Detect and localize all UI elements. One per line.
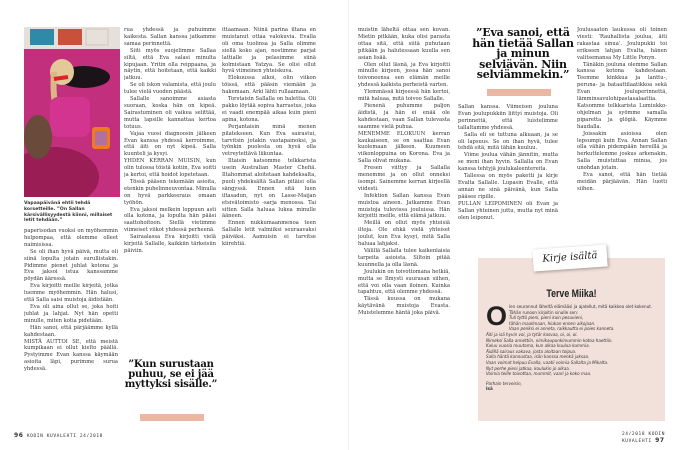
photo-caption: Vapaapäivänä ehtii tehdä korsetteille. ”On Sallan kärsivällisyydestä kiinni, millaiset letit tehdään.” (24, 201, 113, 224)
page-footer (622, 432, 696, 444)
article-column-5 (458, 104, 558, 244)
paragraph: muistin läheltä ottaa sen kuvan. Mietin pitkään, kuka olisi parasta ottaa sitä, että siitä puhutaan pitkään ja halutessaan kuulla sen asian lisää. (358, 27, 450, 61)
poem-line: Voimia teille toivottaa, mummit, vaari ja koko maa. (486, 371, 592, 377)
paragraph: Tänäkin jouluna olemme Sallan kanssa kotona kahdestaan. Teemme kinkkua ja lanttu-, peruna- ja bataattilaatikkoa sekä Evan jouluperinnettä, lämminsavulohipastasalaattia. Katsomme telkkarista Lumiukko-ohjelman ja syömme samalla piparetta ja glögiä. Käymme haudalla. (577, 61, 667, 130)
paragraph: Eva jaksoi melkein loppuun asti olla kotona, ja lopulta hän pääsi saattohoitoon. Siellä vietimme viimeiset viikot yhdessä perheenä. (124, 206, 216, 234)
poem-line: Äiti ja isä hyvin voi, ja tytär kasvaa, oi, oi, oi. (486, 331, 578, 337)
paragraph: Meillä on ollut myös yhteisiä iltoja. Ole ehkä vielä yhteiset joulut, kun Eva kysyi, mitä Salla haluaa lahjaksi. (358, 220, 450, 248)
paragraph: Sallalle sanoimme asiasta suoraan, koska hän on kipeä. Sairastuminen oli vaikea selittää, mutta lapsille kannattaa kertoa totuus. (124, 96, 216, 130)
accent-bar (487, 89, 551, 96)
poem-line: Vaan periksi ei anneta, raikkautta ei poies kanneta. (509, 326, 615, 332)
paragraph: Ylemmässä kirjeessä hän kertoi, mitä haluaa, mitä toivoo Sallalle. (358, 89, 450, 103)
paragraph: Olen ollut läsnä, ja Eva kirjoitti minulle kirjeen, jossa hän sanoi toivoneensa sen elämän meille yhdessä kaikista perheistä varten. (358, 61, 450, 89)
paragraph: YHDEN KERRAN MUISIN, kun olin tulossa töistä kotiin, Eva soitti ja kertoi, että hoidot lopetetaan. (124, 158, 216, 179)
paragraph: Siiti myös suojelimme Sallaa siltä, että Eva salasi minulta kipujaan. Yritin olla reippaana, ja näytin, että hoitetaan, että kaikki jatkuu. (124, 47, 216, 82)
paragraph: Eva sanoi, että hän tietää meidän pärjäävän. Hän luotti siihen. (577, 172, 667, 192)
paragraph: Sallan kanssa. Viimeisen jouluna Evan joulupukkiin liittyi muistoja. Oli perinnettä, että luistelimme tallaltamme yhdessä. (458, 104, 558, 131)
paragraph: Pienenä puhumme paljon äidistä, ja hän ei enää ole kahdestaan, vaan Sallan tulevasta saamme vielä puhua. (358, 102, 450, 130)
magazine-name: 24/2018 KODIN KUVALEHTI (622, 432, 666, 444)
poem-line: tähän maailmaan, hiukan ennen aikojaan. (509, 320, 596, 326)
page-number: 97 (655, 437, 665, 444)
paragraph: Vajaa vuosi diagnoosin jälkeen Evan kanssa yhdessä kerroimme, että äiti on nyt kipeä. Salla kuunteli ja kysyi. (124, 130, 216, 158)
paragraph: Iltaisin katsomme telkkarista usein Australian Master Chefiä. Iltahommat aloitetaan kahdeksalta, puoli yhdeksältä Sallan pitäisi olla sängyssä. Ennen sitä luen iltasadun, nyt on Lasse-Maijan etsivätoimisto -sarja menossa. Tai sitten Salla haluaa lukea minulle ääneen. (222, 158, 316, 220)
letter-signature: Isä (486, 386, 493, 392)
paragraph: Eva oli aina ollut se, joka hoiti juhlat ja lahjat. Nyt hän opetti minulle, miten kotia pidetään. (24, 303, 118, 324)
poem-line: Nimeksi Salla annettiin, nimikaupunkimummin kotoa haettiin. (486, 337, 613, 343)
article-column-6 (577, 27, 667, 242)
paragraph: Ennen nukkumaanmenoa teen Sallalle letit valmiiksi seuraavaksi päiväksi. Aamuisin ei tarvitse kiirehtiä. (222, 220, 316, 248)
paragraph: Hän sanoi, että pärjäämme kyllä kahdestaan. (24, 324, 118, 338)
magazine-name: KODIN KUVALEHTI 24/2018 (26, 434, 103, 439)
poem-line: Äidillä sairaus vakava, josta aloitaan toipua. (486, 348, 577, 354)
paragraph: Infektion Sallan kanssa Evan muistoa aineen. Jatkamme Evan muistoja tulevissa jouluissa. Hän kirjoitti meille, että elämä jatkuu. (358, 192, 450, 220)
paragraph: paperisodan vuoksi on myöhemmin helpompaa, että olemme olleet naimisissa. (24, 228, 118, 248)
paragraph: Tässä kuussa on mukana käytävänä muistoja Evasta. Muistelemme häntä joka päivä. (358, 296, 450, 317)
poem-line: Salla häntä kannustaa, isän kanssa menkä jaksaa. (486, 354, 590, 360)
accent-bar (140, 414, 204, 421)
article-column-2 (124, 27, 216, 327)
paragraph: Sairaalassa Eva kirjoitti vielä kirjeitä Sallalle, kaikkiin tärkeisiin päiviin. (124, 234, 216, 254)
paragraph: Joissakin asioissa olen lepsumpi kuin Eva. Annan Sallan olla vähän pidempään hereillä ja herkuttelemme joskus arkenakin. Salla muistuttaa minua, jos unohdan jotain. (577, 130, 667, 172)
paragraph: Se oli ihan hyvä päivä, mutta oli siinä lopulta jotain surullistakin. Pidimme pienet juhlat kotona ja Eva jaksoi istua kanssamme pöydän ääressä. (24, 248, 118, 283)
paragraph: Fresen viittyy ja Sallalla menemme ja on ollut onneksi isompi. Sainemme kerran kirjeellä viidesti. (358, 165, 450, 192)
paragraph: PULLAN LEIPOMINEN oli Evan ja Sallan yhteinen juttu, mutta nyt minä olen leiponut. (458, 200, 558, 221)
pull-quote: ”Eva sanoi, että hän tietää Sallan ja minun selviävän. Niin selviämmekin.” (472, 26, 574, 81)
drop-cap: O (486, 301, 508, 331)
paragraph: MISTÄ AUTTOI SE, että meistä kumpikaan ei ollut kielto päällä. Pystyimme Evan kanssa käymään asioita läpi, purimme surua yhdessä. (24, 338, 118, 373)
paragraph: Salla eli se tuttuna alkuaan, ja se oli lapsuus. Se on ihan hyvä, tulee tehdä sitä, mitä tähän kuuluu. (458, 131, 558, 152)
paragraph: Se oli iskon valamista, että joulu tulee vielä vuoden päästä. (124, 82, 216, 96)
paragraph: Eva kirjoitti meille kirjeitä, jotka luemme myöhemmin. Hän halusi, että Salla saisi muistoja äidistään. (24, 283, 118, 304)
poem (486, 315, 656, 377)
paragraph: Elokuussa alkoi, olin viikon töissä, että pääsin viemään ja hakemaan. Arki lähti rullaamaan. (222, 75, 316, 96)
article-column-1 (24, 228, 118, 418)
letter-closing: Parhain terveisin, (486, 380, 522, 386)
paragraph: Tössä pääsen tekemään asioita, etenkin puhelinneuvontaa. Minulla on hyvä parkkeeraus omaan työhön. (124, 178, 216, 206)
paragraph: Perjantaisin minä menen pilatekseen. Kun Eva sairastui, tarvitsin jotakin vastapainoksi, ja työnkin puolesta on hyvä olla vetreytettävä liikuntaa. (222, 123, 316, 158)
photo-illustration (24, 27, 120, 197)
paragraph: Välillä Sallalla tulee kaikenlaisia tarpeita asioista. Siltoin pitää kuunnella ja olla läsnä. (358, 248, 450, 268)
letter-intro: len seurannut läheltä elämääsi ja ajatellut, mitä kaikkea olet kokenut. Tähän runoon kirjoitin sinulle sen: (509, 304, 653, 315)
article-column-3 (222, 27, 316, 419)
paragraph: Joulukin on toivottomana hetkiä, mutta se Ilmysti suurasan siihen, että voi olla vaan iloinen. Kuinka tapahtuu, että olemme yhdessä. (358, 268, 450, 296)
paragraph: MENEMME ELOKUUN kerran kaukaiseen, se on saattaa Evan kuolemaan jälkeen. Kuumeen viikonloppuina on Korona. Eva ja Salla olivat mukana. (358, 130, 450, 165)
page-number: 96 (14, 432, 24, 439)
paragraph: Viime joulua vähän jännitin, mutta se meni ihan hyvin. Sallalla on Evan kanssa tehtyjä joulukaleentereita. (458, 152, 558, 173)
paragraph: ittaamaan. Niinä parina iltana en muistanut ottaa valokuvia. Evalla oli oma tuolinsa ja Salla olimme siellä koko ajan, nostimme parjat lattialle ja pelasimme siinä kolmistaan Yatzya. Se olisi ollut hyvä viimeinen yhteiskuva. (222, 27, 316, 75)
paragraph: Tallessa on myös paketti ja kirje Evalta Sallalle. Lupasin Evalle, että annan ne sinä päivänä, kun Salla pääsee ripille. (458, 173, 558, 200)
poem-line: Nyt perhe pieni jatkaa, koulukin jo alkaa. (486, 365, 571, 371)
paragraph: rua yhdessä ja puhuimme kaikesta. Sallan kanssa jatkamme samaa perinnettä. (124, 27, 216, 47)
page-footer (14, 432, 103, 439)
letter-title: Terve Miika! (546, 288, 597, 300)
poem-line: Vaan voimat heipuu Evalla, vaatii voimia Sallalta ja Mikalta. (486, 359, 609, 365)
letter-body (486, 301, 656, 392)
poem-line: Tuli tyttö pieni, pieni kuin pesuvieni, (509, 315, 584, 321)
paragraph: Joulusaaton laukussa oli toinen viesti: ’Rauhallista joulua, äiti rakastaa sinua’. Joulupukki toi erikseen lahjan Evalta, hänen valitsemansa My Little Ponyn. (577, 27, 667, 61)
paragraph: Torstaisin Sallalla on balettia. Oli pakko löytää sopiva harrastus, joka ei vaadi enempää aikaa kuin pieni apina, kotona. (222, 96, 316, 123)
poem-line: Kuluu vuosia muutama, kun alkaa kuulua kummia. (486, 343, 590, 349)
photo-father-braiding-daughter (24, 27, 120, 197)
article-column-4 (358, 27, 450, 419)
letter-tag: Kirje isältä (532, 244, 607, 271)
pull-quote: ”Kun surustaan puhuu, se ei jää myttyksi sisälle.” (124, 359, 218, 390)
